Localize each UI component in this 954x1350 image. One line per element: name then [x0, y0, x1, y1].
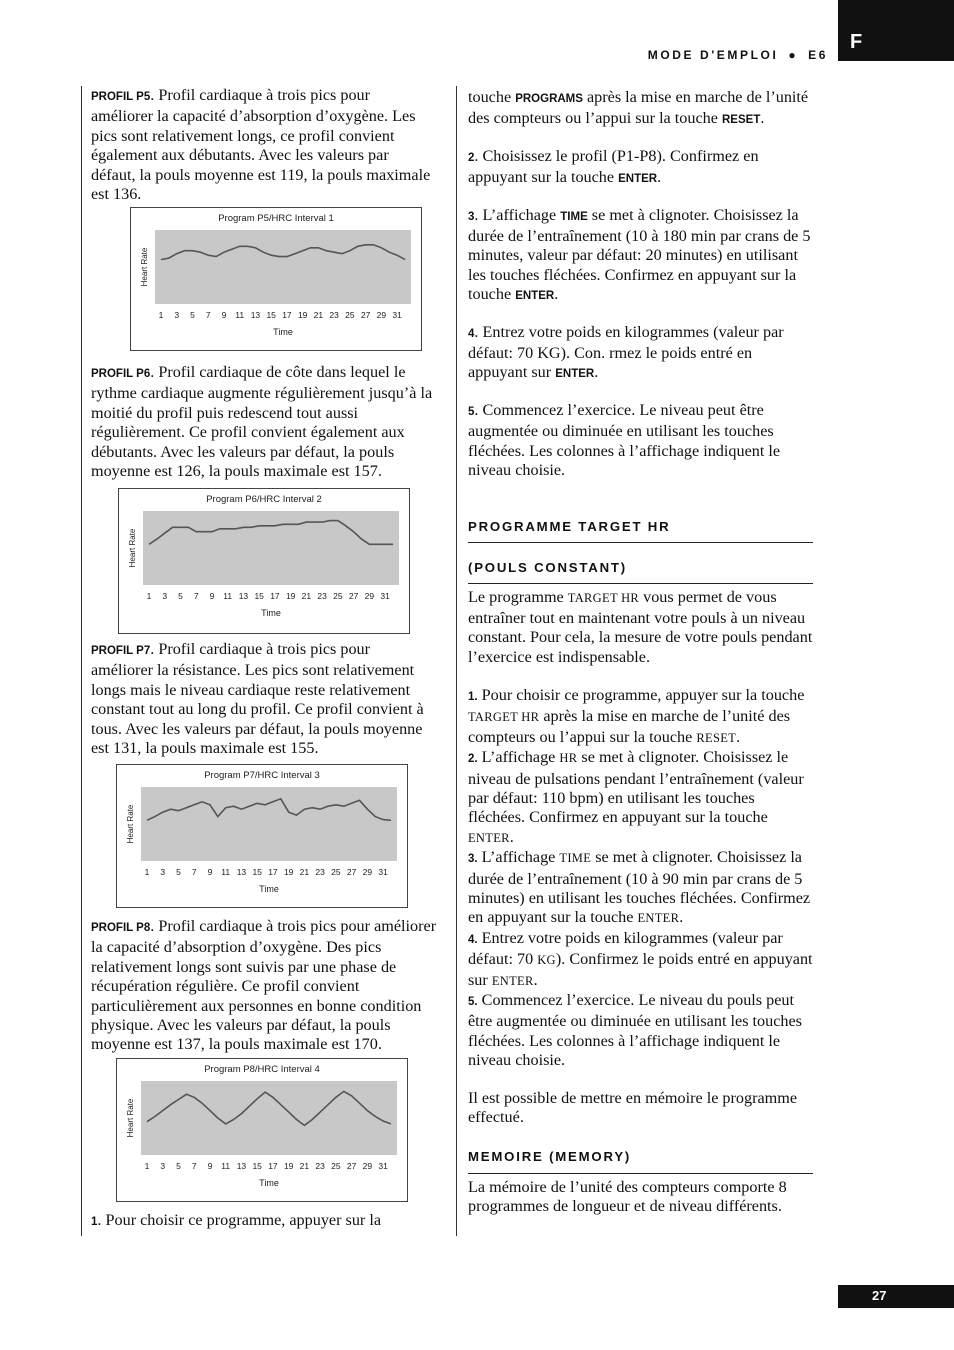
x-axis-label: Time	[259, 884, 279, 894]
target-intro-a: Le programme	[468, 588, 568, 607]
x-tick-label: 17	[268, 1161, 278, 1171]
x-tick-label: 23	[315, 867, 325, 877]
x-tick-label: 31	[378, 1161, 388, 1171]
left-step-1-num: 1	[91, 1216, 98, 1228]
y-axis-label: Heart Rate	[126, 804, 135, 844]
x-tick-label: 3	[160, 1161, 166, 1171]
chart-title: Program P6/HRC Interval 2	[206, 494, 322, 505]
x-tick-label: 7	[193, 591, 199, 601]
header-bullet: ●	[788, 48, 799, 62]
time-key: TIME	[559, 851, 592, 866]
x-tick-label: 11	[221, 1161, 231, 1171]
x-axis-label: Time	[273, 327, 293, 337]
target-intro-b: vous permet de vous entraîner tout en maintenant votre pouls à un niveau constant. Pour cela, la mesure de votre pouls pendant l’exercice est indispensable.	[468, 588, 813, 666]
target-hr-key: TARGET HR	[567, 591, 640, 606]
x-tick-label: 23	[317, 591, 327, 601]
target-step-4-c: .	[533, 970, 538, 989]
profile-p5-label: PROFIL P5	[91, 91, 151, 103]
target-step-4-num: 4.	[468, 933, 478, 946]
header-title: MODE D'EMPLOI	[647, 48, 779, 62]
x-tick-label: 21	[313, 310, 324, 320]
x-tick-label: 19	[283, 867, 294, 877]
x-tick-label: 21	[299, 867, 310, 877]
enter-key: ENTER	[515, 290, 555, 303]
target-step-3-b: se met à clignoter. Choisissez la durée de l’entraînement (10 à 90 min par crans de 5 minutes) en utilisant les touches fléchées. Confirmez en appuyant sur la touche	[468, 848, 811, 927]
chart-p6	[118, 488, 410, 634]
section-heading-memory: MEMOIRE (MEMORY)	[468, 1147, 813, 1173]
target-step-3-a: L’affichage	[477, 848, 560, 867]
profile-p8-text: . Profil cardiaque à trois pics pour améliorer la capacité d’absorption d’oxygène. Des pics relativement longs sont suivis par une phase de récupération régulière. Ce profil convient particulièrement aux personnes en bonne condition physique. Avec les valeurs par défaut, la pouls moyenne est 137, la pouls maximale est 170.	[91, 917, 437, 1054]
x-tick-label: 13	[250, 310, 261, 320]
section-heading-target-hr: PROGRAMME TARGET HR	[468, 517, 813, 543]
x-tick-label: 7	[191, 1161, 197, 1171]
profile-p7-label: PROFIL P7	[91, 645, 151, 657]
x-tick-label: 27	[348, 591, 359, 601]
enter-key: ENTER	[618, 173, 658, 186]
target-step-1-c: .	[736, 727, 741, 746]
x-tick-label: 1	[158, 310, 164, 320]
step-2-text-b: .	[657, 168, 662, 187]
x-tick-label: 5	[176, 1161, 181, 1171]
target-step-2-c: .	[509, 827, 514, 846]
step-2-num: 2	[468, 151, 475, 164]
target-step-4-a: Entrez votre poids en kilogrammes (valeur par défaut: 70	[468, 928, 783, 969]
x-tick-label: 29	[362, 1161, 373, 1171]
target-step-5	[468, 991, 813, 1071]
target-step-4	[468, 929, 813, 991]
x-tick-label: 29	[364, 591, 375, 601]
step-5	[468, 401, 813, 481]
left-step-1-text: . Pour choisir ce programme, appuyer sur la	[97, 1211, 382, 1229]
x-tick-label: 15	[266, 310, 276, 320]
x-tick-label: 17	[268, 867, 278, 877]
enter-key: ENTER	[637, 911, 680, 926]
step-4-text-b: .	[594, 363, 599, 382]
x-tick-label: 9	[207, 1161, 213, 1171]
x-tick-label: 15	[254, 591, 264, 601]
target-step-2	[468, 748, 813, 848]
x-tick-label: 29	[376, 310, 387, 320]
profile-p8-label: PROFIL P8	[91, 922, 151, 934]
target-step-3	[468, 848, 813, 929]
profile-p6-label: PROFIL P6	[91, 368, 151, 380]
x-tick-label: 31	[380, 591, 390, 601]
profile-p5-text: . Profil cardiaque à trois pics pour améliorer la capacité d’absorption d’oxygène. Les pics sont relativement longs, ce profil convient également aux débutants. Avec les valeurs par défaut, la pouls moyenne est 119, la pouls maximale est 136.	[91, 86, 431, 204]
page-number: 27	[872, 1288, 887, 1303]
x-tick-label: 21	[299, 1161, 310, 1171]
profile-p7	[91, 640, 436, 758]
y-axis-label: Heart Rate	[140, 247, 149, 287]
x-tick-label: 27	[346, 1161, 357, 1171]
left-step-1	[91, 1211, 436, 1232]
cont-text-b: après la mise en marche de l’unité des compteurs ou l’appui sur la touche	[468, 88, 809, 128]
language-tab	[838, 0, 954, 61]
x-tick-label: 27	[360, 310, 371, 320]
target-step-3-c: .	[679, 908, 684, 927]
plot-area	[143, 511, 399, 585]
target-step-2-num: 2.	[468, 753, 478, 766]
target-hr-key: TARGET HR	[468, 710, 540, 725]
reset-key: RESET	[696, 730, 737, 745]
target-step-1	[468, 686, 813, 748]
step-5-text: . Commencez l’exercice. Le niveau peut être augmentée ou diminuée en utilisant les touches fléchées. Les colonnes à l’affichage indiquent le niveau choisie.	[468, 400, 781, 480]
x-tick-label: 31	[378, 867, 388, 877]
x-tick-label: 1	[144, 1161, 150, 1171]
x-tick-label: 25	[345, 310, 355, 320]
target-step-1-a: Pour choisir ce programme, appuyer sur la touche	[477, 685, 805, 704]
step-4	[468, 323, 813, 385]
chart-p7	[116, 764, 408, 908]
section-heading-pouls-constant: (POULS CONSTANT)	[468, 558, 813, 584]
header-code: E6	[808, 48, 828, 62]
plot-area	[155, 230, 411, 304]
x-tick-label: 3	[160, 867, 166, 877]
profile-p6-text: . Profil cardiaque de côte dans lequel le rythme cardiaque augmente régulièrement jusqu’à la moitié du profil puis redescend tout aussi régulièrement. Ce profil convient également aux débutants. Avec les valeurs par défaut, la pouls moyenne est 126, la pouls maximale est 157.	[91, 363, 433, 481]
x-tick-label: 11	[223, 591, 233, 601]
enter-key: ENTER	[468, 830, 510, 845]
target-step-4-b: ). Confirmez le poids entré en appuyant sur	[468, 950, 813, 989]
x-tick-label: 5	[178, 591, 183, 601]
x-tick-label: 1	[146, 591, 152, 601]
profile-p5	[91, 86, 436, 204]
step-3-text-c: .	[554, 285, 559, 304]
target-step-5-num: 5.	[468, 996, 478, 1009]
page-number-box	[838, 1285, 954, 1308]
target-step-1-num: 1.	[468, 690, 478, 703]
y-axis-label: Heart Rate	[126, 1098, 135, 1138]
enter-key: ENTER	[555, 368, 595, 381]
right-column	[468, 88, 813, 1217]
x-tick-label: 23	[315, 1161, 325, 1171]
hr-key: HR	[559, 751, 578, 766]
target-step-1-b: après la mise en marche de l’unité des compteurs ou l’appui sur la touche	[468, 707, 791, 746]
x-tick-label: 19	[285, 591, 296, 601]
target-step-2-b: se met à clignoter. Choisissez le niveau de pulsations pendant l’entraînement (valeur par défaut: 110 bpm) en utilisant les touches fléchées. Confirmez en appuyant sur la touche	[468, 748, 804, 827]
profile-p6	[91, 363, 436, 481]
programs-key: PROGRAMS	[515, 93, 583, 105]
x-tick-label: 25	[331, 1161, 341, 1171]
chart-title: Program P7/HRC Interval 3	[204, 770, 320, 781]
step-4-text-a: . Entrez votre poids en kilogrammes (valeur par défaut: 70 KG). Con. rmez le poids entré en appuyant sur	[468, 322, 784, 382]
chart-title: Program P8/HRC Interval 4	[204, 1064, 320, 1075]
column-divider	[456, 86, 457, 1236]
x-tick-label: 7	[205, 310, 211, 320]
x-tick-label: 11	[221, 867, 231, 877]
step-3-num: 3	[468, 210, 475, 223]
kg-unit: KG	[537, 953, 556, 968]
profile-p7-text: . Profil cardiaque à trois pics pour améliorer la résistance. Les pics sont relativement longs mais le niveau cardiaque reste relativement constant tout au long du profil. Ce profil convient à tous. Avec les valeurs par défaut, la pouls moyenne est 131, la pouls maximale est 155.	[91, 640, 424, 758]
x-tick-label: 3	[162, 591, 168, 601]
x-tick-label: 5	[190, 310, 195, 320]
step-3-text-a: . L’affichage	[474, 205, 561, 224]
x-axis-label: Time	[259, 1178, 279, 1188]
running-header	[648, 48, 828, 62]
x-tick-label: 15	[252, 867, 262, 877]
x-tick-label: 9	[207, 867, 213, 877]
x-tick-label: 25	[333, 591, 343, 601]
x-tick-label: 25	[331, 867, 341, 877]
plot-area	[141, 787, 397, 861]
x-axis-label: Time	[261, 608, 281, 618]
x-tick-label: 17	[282, 310, 292, 320]
left-margin-rule	[81, 86, 82, 1236]
x-tick-label: 13	[236, 1161, 247, 1171]
x-tick-label: 29	[362, 867, 373, 877]
step-1-continued	[468, 88, 813, 131]
chart-p8	[116, 1058, 408, 1202]
cont-text-c: .	[760, 109, 765, 128]
target-step-5-a: Commencez l’exercice. Le niveau du pouls peut être augmentée ou diminuée en utilisant les touches fléchées. Les colonnes à l’affichage indiquent le niveau choisie.	[468, 991, 802, 1070]
x-tick-label: 31	[392, 310, 402, 320]
x-tick-label: 19	[283, 1161, 294, 1171]
memory-note: Il est possible de mettre en mémoire le programme effectué.	[468, 1088, 798, 1127]
x-tick-label: 15	[252, 1161, 262, 1171]
x-tick-label: 13	[238, 591, 249, 601]
enter-key: ENTER	[491, 973, 534, 988]
x-tick-label: 3	[174, 310, 180, 320]
x-tick-label: 9	[221, 310, 227, 320]
x-tick-label: 5	[176, 867, 181, 877]
y-axis-label: Heart Rate	[128, 528, 137, 568]
time-key: TIME	[560, 210, 588, 223]
x-tick-label: 21	[301, 591, 312, 601]
step-5-num: 5	[468, 405, 475, 418]
x-tick-label: 7	[191, 867, 197, 877]
target-step-3-num: 3.	[468, 853, 478, 866]
step-3	[468, 206, 813, 307]
x-tick-label: 17	[270, 591, 280, 601]
step-2	[468, 147, 813, 190]
reset-key: RESET	[722, 114, 761, 127]
chart-title: Program P5/HRC Interval 1	[218, 213, 334, 224]
x-tick-label: 23	[329, 310, 339, 320]
chart-p5	[130, 207, 422, 351]
target-step-2-a: L’affichage	[477, 748, 560, 767]
plot-area	[141, 1081, 397, 1155]
step-3-text-b: se met à clignoter. Choisissez la durée de l’entraînement (10 à 180 min par crans de 5 minutes, valeur par défaut: 20 minutes) en utilisant les touches fléchées. Confirmez en appuyant sur la touche	[468, 205, 811, 304]
step-2-text-a: . Choisissez le profil (P1-P8). Confirmez en appuyant sur la touche	[468, 146, 759, 187]
x-tick-label: 13	[236, 867, 247, 877]
language-tab-letter: F	[850, 31, 863, 53]
cont-text-a: touche	[468, 88, 516, 106]
profile-p8	[91, 917, 443, 1055]
x-tick-label: 1	[144, 867, 150, 877]
target-intro	[468, 588, 813, 667]
x-tick-label: 27	[346, 867, 357, 877]
x-tick-label: 11	[235, 310, 245, 320]
x-tick-label: 19	[297, 310, 308, 320]
step-4-num: 4	[468, 327, 475, 340]
x-tick-label: 9	[209, 591, 215, 601]
memory-text: La mémoire de l’unité des compteurs comporte 8 programmes de longueur et de niveau différents.	[468, 1177, 787, 1216]
